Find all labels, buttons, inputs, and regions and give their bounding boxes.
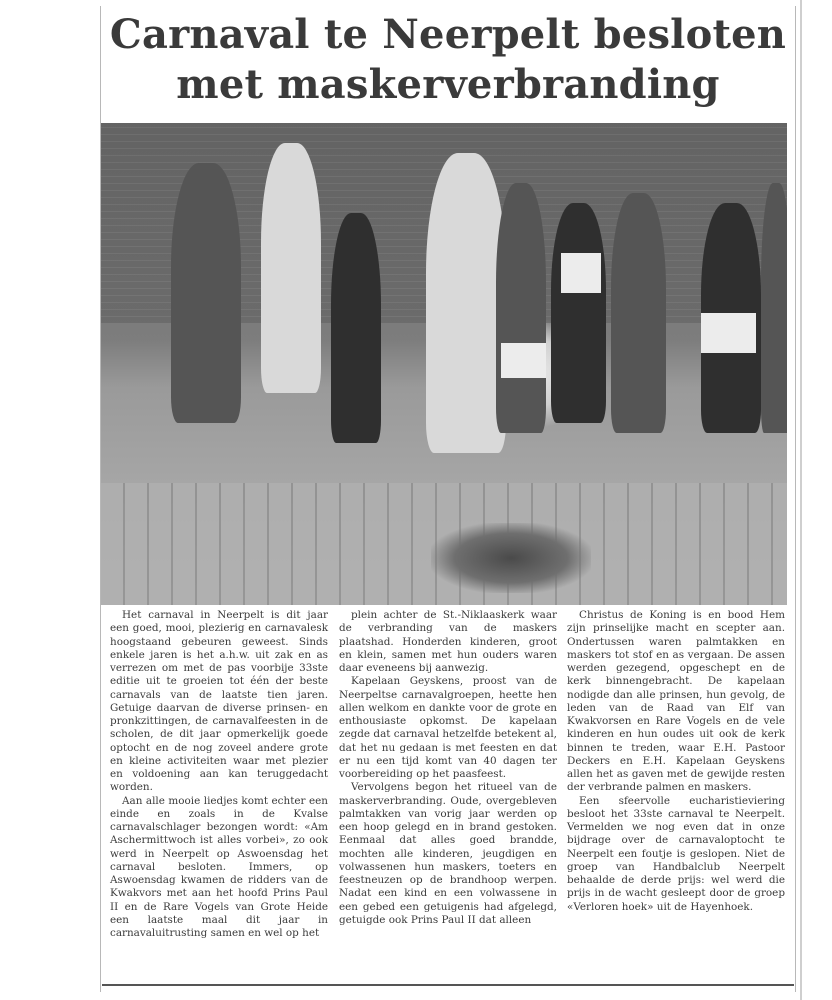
article-body <box>110 609 790 979</box>
text-column-1 <box>110 609 328 940</box>
person-figure <box>426 153 506 453</box>
paragraph: plein achter de St.-Niklaaskerk waar de verbranding van de maskers plaatshad. Honderden kinderen, groot en klein, samen met hun ouders waren daar eveneens bij aanwezig. <box>339 609 557 674</box>
child-figure <box>551 203 606 423</box>
bottom-rule <box>102 984 794 986</box>
paper-sheet <box>561 253 601 293</box>
column-rule <box>800 0 802 1000</box>
paragraph: Aan alle mooie liedjes komt echter een einde en zoals in de Kvalse carnavalschlager bezongen wordt: «Am Aschermittwoch ist alles vorbei», zo ook werd in Neerpelt op Aswoensdag het carnaval besloten. Immers, op Aswoensdag kwamen de ridders van de Kwakvors met aan het hoofd Prins Paul II en de Rare Vogels van Grote Heide een laatste maal dit jaar in carnavaluitrusting samen en wel op het <box>110 794 328 939</box>
person-figure <box>761 183 787 433</box>
person-figure <box>496 183 546 433</box>
person-figure <box>171 163 241 423</box>
paragraph: Een sfeervolle eucharistieviering besloot het 33ste carnaval te Neerpelt. Vermelden we nog even dat in onze bijdrage over de carnavaloptocht te Neerpelt een foutje is geslopen. Niet de groep van Handbalclub Neerpelt behaalde de derde prijs: wel werd die prijs in de wacht gesleept door de groep «Verloren hoek» uit de Hayenhoek. <box>567 794 785 913</box>
person-figure <box>261 143 321 393</box>
headline <box>104 10 792 110</box>
paragraph: Het carnaval in Neerpelt is dit jaar een goed, mooi, plezierig en carnavalesk hoogstaand gebeuren geweest. Sinds enkele jaren is het a.h.w. uit zak en as verrezen om met de pas voorbije 33ste editie uit te groeien tot één der beste carnavals van de laatste tien jaren. Getuige daarvan de diverse prinsen- en pronkzittingen, de carnavalfeesten in de scholen, de dit jaar opmerkelijk goede optocht en de nog zoveel andere grote en kleine activiteiten waar met plezier en voldoening aan kan teruggedacht worden. <box>110 609 328 794</box>
paragraph: Kapelaan Geyskens, proost van de Neerpeltse carnavalgroepen, heette hen allen welkom en dankte voor de grote en enthousiaste opkomst. De kapelaan zegde dat carnaval hetzelfde betekent al, dat het nu gedaan is met feesten en dat er nu een tijd komt van 40 dagen ter voorbereiding op het paasfeest. <box>339 675 557 780</box>
text-column-2 <box>339 609 557 927</box>
child-figure <box>331 213 381 443</box>
headline-line-2: met maskerverbranding <box>176 61 720 108</box>
paragraph: Christus de Koning is en bood Hem zijn prinselijke macht en scepter aan. Ondertussen waren palmtakken en maskers tot stof en as vergaan. De assen werden gezegend, opgeschept en de kerk binnengebracht. De kapelaan nodigde dan alle prinsen, hun gevolg, de leden van de Raad van Elf van Kwakvorsen en Rare Vogels en de vele kinderen en hun oudes uit ook de kerk binnen te treden, waar E.H. Pastoor Deckers en E.H. Kapelaan Geyskens allen het as gaven met de gewijde resten der verbrande palmen en maskers. <box>567 609 785 794</box>
child-figure <box>611 193 666 433</box>
news-photo <box>101 123 787 605</box>
text-column-3 <box>567 609 785 914</box>
burning-pile <box>431 523 591 593</box>
paper-sheet <box>701 313 756 353</box>
paper-sheet <box>501 343 546 378</box>
headline-line-1: Carnaval te Neerpelt besloten <box>109 11 787 58</box>
paragraph: Vervolgens begon het ritueel van de maskerverbranding. Oude, overgebleven palmtakken van vorig jaar werden op een hoop gelegd en in brand gestoken. Eenmaal dat alles goed brandde, mochten alle kinderen, jeugdigen en volwassenen hun maskers, toeters en feestneuzen op de brandhoop werpen. Nadat een kind en een volwassene in een gebed een getuigenis had afgelegd, getuigde ook Prins Paul II dat alleen <box>339 781 557 926</box>
